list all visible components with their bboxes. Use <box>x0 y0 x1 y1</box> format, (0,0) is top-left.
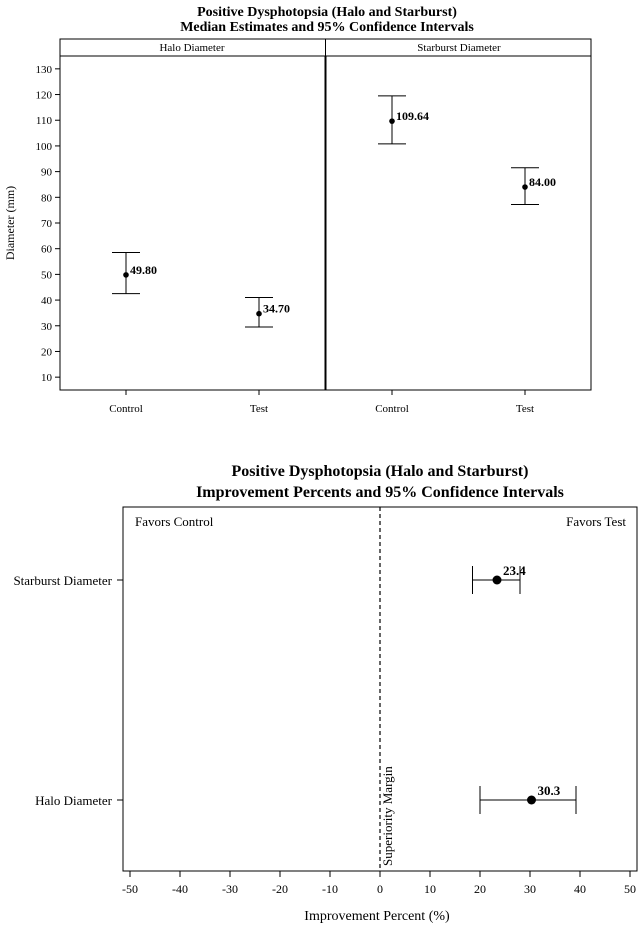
bottom-chart-marks <box>473 563 577 814</box>
top-chart-subtitle: Median Estimates and 95% Confidence Intervals <box>180 20 474 35</box>
panel-title-halo: Halo Diameter <box>159 42 225 54</box>
top-chart-marks <box>112 96 556 327</box>
y-tick-label: 50 <box>41 269 52 282</box>
top-chart-axes <box>36 64 535 415</box>
panel-title-starburst: Starburst Diameter <box>417 42 501 54</box>
data-label: 30.3 <box>537 783 561 798</box>
x-tick-label-control: Control <box>375 403 409 415</box>
y-tick-label: 90 <box>41 166 52 179</box>
x-tick-label-test: Test <box>249 403 269 415</box>
x-tick-label: 40 <box>574 882 586 896</box>
x-tick-label-test: Test <box>515 403 535 415</box>
x-tick-label-control: Control <box>109 403 143 415</box>
data-label: 34.70 <box>263 301 290 316</box>
x-tick-label: -40 <box>172 882 188 896</box>
y-tick-label: 70 <box>41 218 52 230</box>
y-tick-label: 130 <box>35 63 52 76</box>
y-tick-label: 120 <box>35 89 52 102</box>
x-tick-label: 10 <box>424 882 436 896</box>
x-tick-label: -50 <box>122 882 138 896</box>
median-point <box>389 118 395 124</box>
median-point <box>123 272 129 278</box>
data-label: 49.80 <box>130 262 157 277</box>
y-tick-label: 20 <box>41 346 52 359</box>
bottom-chart-title: Positive Dysphotopsia (Halo and Starburst) <box>231 463 529 480</box>
row-label: Starburst Diameter <box>13 573 112 588</box>
x-tick-label: 30 <box>524 882 536 896</box>
x-tick-label: 50 <box>624 882 636 896</box>
y-tick-label: 110 <box>35 115 52 128</box>
estimate-point <box>493 576 502 585</box>
y-tick-label: 60 <box>41 243 52 256</box>
x-tick-label: 20 <box>474 882 486 896</box>
bottom-chart-subtitle: Improvement Percents and 95% Confidence Intervals <box>196 484 564 501</box>
median-point <box>256 311 262 317</box>
data-label: 23.4 <box>503 563 526 578</box>
top-y-axis-label: Diameter (mm) <box>3 185 17 261</box>
y-tick-label: 40 <box>41 295 52 308</box>
estimate-point <box>527 796 536 805</box>
x-tick-label: -20 <box>272 882 288 896</box>
y-tick-label: 80 <box>41 192 52 205</box>
superiority-margin-label: Superiority Margin <box>380 766 395 866</box>
x-tick-label: 0 <box>377 882 383 896</box>
top-chart-title: Positive Dysphotopsia (Halo and Starburst) <box>197 5 457 20</box>
bottom-chart-axes <box>13 507 636 896</box>
row-label: Halo Diameter <box>35 793 112 808</box>
y-tick-label: 10 <box>41 372 52 385</box>
data-label: 84.00 <box>529 175 556 190</box>
bottom-x-axis-label: Improvement Percent (%) <box>304 909 450 924</box>
y-tick-label: 100 <box>35 140 52 153</box>
data-label: 109.64 <box>396 109 429 124</box>
favors-test-annotation: Favors Test <box>566 514 626 529</box>
x-tick-label: -30 <box>222 882 238 896</box>
x-tick-label: -10 <box>322 882 338 896</box>
y-tick-label: 30 <box>41 320 52 333</box>
median-point <box>522 184 528 190</box>
favors-control-annotation: Favors Control <box>135 514 214 529</box>
top-chart-panels <box>60 39 591 390</box>
